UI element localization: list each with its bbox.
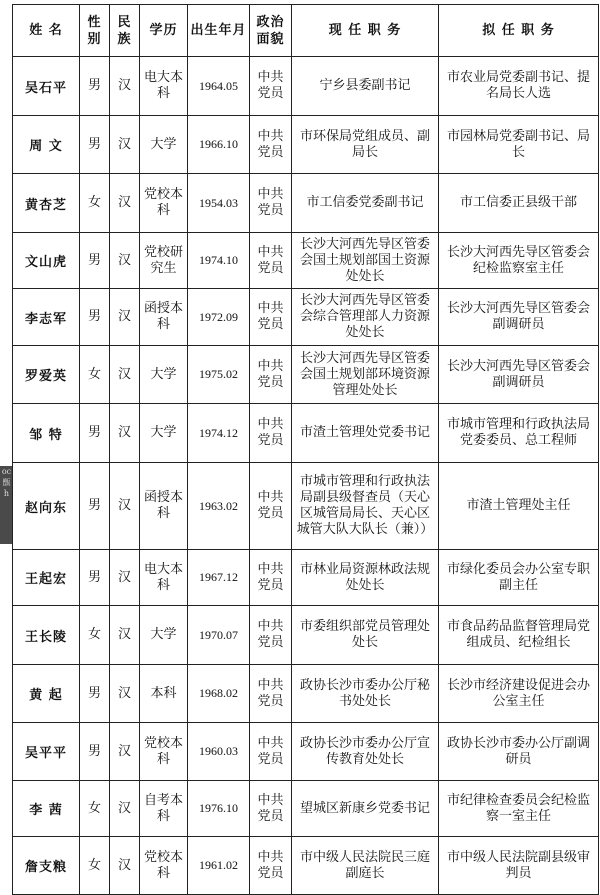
header-proposed-position: 拟 任 职 务 <box>439 5 599 57</box>
table-row <box>13 837 599 895</box>
cell-party: 中共党员 <box>250 289 292 346</box>
cell-gender: 女 <box>80 606 110 665</box>
cell-proposed-position: 市园林局党委副书记、局长 <box>439 116 599 174</box>
cadre-roster-table <box>12 4 599 895</box>
cell-ethnicity: 汉 <box>110 723 140 781</box>
cell-name: 罗爱英 <box>13 346 80 404</box>
side-stamp-text-2: 甑 <box>2 478 11 487</box>
cell-gender: 女 <box>80 174 110 233</box>
cell-party: 中共党员 <box>250 463 292 550</box>
cell-birth: 1961.02 <box>188 837 250 895</box>
cell-gender: 男 <box>80 550 110 606</box>
cell-gender: 男 <box>80 463 110 550</box>
cell-name: 詹支粮 <box>13 837 80 895</box>
cell-current-position: 长沙大河西先导区管委会国土规划部环境资源管理处处长 <box>292 346 439 404</box>
cell-current-position: 长沙大河西先导区管委会国土规划部国土资源处处长 <box>292 233 439 289</box>
cell-education: 党校研究生 <box>140 233 188 289</box>
cell-party: 中共党员 <box>250 116 292 174</box>
cell-party: 中共党员 <box>250 837 292 895</box>
header-ethnicity: 民族 <box>110 5 140 57</box>
cell-current-position: 市城市管理和行政执法局副县级督查员（天心区城管局局长、天心区城管大队大队长（兼）） <box>292 463 439 550</box>
table-row <box>13 463 599 550</box>
cell-education: 函授本科 <box>140 289 188 346</box>
cell-education: 自考本科 <box>140 781 188 837</box>
cell-current-position: 市林业局资源林政法规处处长 <box>292 550 439 606</box>
table-row <box>13 116 599 174</box>
cell-birth: 1976.10 <box>188 781 250 837</box>
cell-ethnicity: 汉 <box>110 174 140 233</box>
cell-education: 电大本科 <box>140 57 188 116</box>
cell-ethnicity: 汉 <box>110 116 140 174</box>
table-row <box>13 404 599 463</box>
roster-body <box>13 57 599 895</box>
cell-name: 黄 起 <box>13 665 80 723</box>
cell-gender: 男 <box>80 57 110 116</box>
cell-education: 函授本科 <box>140 463 188 550</box>
cell-education: 大学 <box>140 606 188 665</box>
cell-proposed-position: 市工信委正县级干部 <box>439 174 599 233</box>
cell-education: 党校本科 <box>140 174 188 233</box>
cell-gender: 男 <box>80 665 110 723</box>
cell-proposed-position: 长沙大河西先导区管委会副调研员 <box>439 289 599 346</box>
cell-party: 中共党员 <box>250 404 292 463</box>
table-row <box>13 174 599 233</box>
cell-birth: 1974.10 <box>188 233 250 289</box>
cell-education: 大学 <box>140 116 188 174</box>
header-row <box>13 5 599 57</box>
cell-ethnicity: 汉 <box>110 57 140 116</box>
table-row <box>13 550 599 606</box>
cell-ethnicity: 汉 <box>110 463 140 550</box>
cell-current-position: 市工信委党委副书记 <box>292 174 439 233</box>
side-stamp-text-3: h <box>3 489 10 498</box>
cell-current-position: 市环保局党组成员、副局长 <box>292 116 439 174</box>
cell-party: 中共党员 <box>250 57 292 116</box>
header-birth: 出生年月 <box>188 5 250 57</box>
table-row <box>13 723 599 781</box>
cell-ethnicity: 汉 <box>110 233 140 289</box>
cell-proposed-position: 政协长沙市委办公厅副调研员 <box>439 723 599 781</box>
cell-party: 中共党员 <box>250 781 292 837</box>
cell-ethnicity: 汉 <box>110 837 140 895</box>
table-row <box>13 781 599 837</box>
cell-ethnicity: 汉 <box>110 404 140 463</box>
cell-ethnicity: 汉 <box>110 550 140 606</box>
cell-education: 党校本科 <box>140 837 188 895</box>
cell-ethnicity: 汉 <box>110 289 140 346</box>
table-row <box>13 346 599 404</box>
cell-education: 本科 <box>140 665 188 723</box>
cell-name: 吴石平 <box>13 57 80 116</box>
cell-gender: 男 <box>80 233 110 289</box>
cell-current-position: 政协长沙市委办公厅宣传教育处处长 <box>292 723 439 781</box>
cell-gender: 男 <box>80 723 110 781</box>
cell-proposed-position: 市渣土管理处主任 <box>439 463 599 550</box>
cell-birth: 1954.03 <box>188 174 250 233</box>
cell-name: 邹 特 <box>13 404 80 463</box>
cell-proposed-position: 市食品药品监督管理局党组成员、纪检组长 <box>439 606 599 665</box>
cell-proposed-position: 市纪律检查委员会纪检监察一室主任 <box>439 781 599 837</box>
cell-proposed-position: 长沙大河西先导区管委会副调研员 <box>439 346 599 404</box>
cell-name: 赵向东 <box>13 463 80 550</box>
cell-current-position: 政协长沙市委办公厅秘书处处长 <box>292 665 439 723</box>
cell-education: 大学 <box>140 404 188 463</box>
table-row <box>13 606 599 665</box>
cell-current-position: 宁乡县委副书记 <box>292 57 439 116</box>
cell-party: 中共党员 <box>250 233 292 289</box>
cell-proposed-position: 市中级人民法院副县级审判员 <box>439 837 599 895</box>
cell-education: 大学 <box>140 346 188 404</box>
cell-birth: 1975.02 <box>188 346 250 404</box>
side-stamp-text-1: oc <box>1 467 12 476</box>
cell-gender: 男 <box>80 116 110 174</box>
cell-birth: 1974.12 <box>188 404 250 463</box>
cell-party: 中共党员 <box>250 174 292 233</box>
cell-education: 党校本科 <box>140 723 188 781</box>
header-current-position: 现 任 职 务 <box>292 5 439 57</box>
table-row <box>13 233 599 289</box>
cell-birth: 1968.02 <box>188 665 250 723</box>
cell-gender: 男 <box>80 289 110 346</box>
cell-gender: 女 <box>80 781 110 837</box>
cell-birth: 1967.12 <box>188 550 250 606</box>
cell-name: 黄杏芝 <box>13 174 80 233</box>
cell-proposed-position: 长沙市经济建设促进会办公室主任 <box>439 665 599 723</box>
cell-gender: 女 <box>80 837 110 895</box>
cell-current-position: 长沙大河西先导区管委会综合管理部人力资源处处长 <box>292 289 439 346</box>
cell-birth: 1960.03 <box>188 723 250 781</box>
cell-party: 中共党员 <box>250 665 292 723</box>
cell-current-position: 市中级人民法院民三庭副庭长 <box>292 837 439 895</box>
table-row <box>13 57 599 116</box>
cell-current-position: 望城区新康乡党委书记 <box>292 781 439 837</box>
cell-name: 文山虎 <box>13 233 80 289</box>
cell-proposed-position: 市农业局党委副书记、提名局长人选 <box>439 57 599 116</box>
cell-gender: 男 <box>80 404 110 463</box>
header-education: 学历 <box>140 5 188 57</box>
cell-party: 中共党员 <box>250 606 292 665</box>
cell-ethnicity: 汉 <box>110 606 140 665</box>
table-row <box>13 289 599 346</box>
cell-name: 周 文 <box>13 116 80 174</box>
cell-party: 中共党员 <box>250 346 292 404</box>
cell-name: 王长陵 <box>13 606 80 665</box>
cell-ethnicity: 汉 <box>110 665 140 723</box>
cell-birth: 1970.07 <box>188 606 250 665</box>
cell-gender: 女 <box>80 346 110 404</box>
cell-birth: 1964.05 <box>188 57 250 116</box>
cell-party: 中共党员 <box>250 550 292 606</box>
header-gender: 性别 <box>80 5 110 57</box>
cell-name: 王起宏 <box>13 550 80 606</box>
cell-proposed-position: 市绿化委员会办公室专职副主任 <box>439 550 599 606</box>
cell-birth: 1972.09 <box>188 289 250 346</box>
cell-proposed-position: 长沙大河西先导区管委会纪检监察室主任 <box>439 233 599 289</box>
cell-ethnicity: 汉 <box>110 781 140 837</box>
cell-birth: 1966.10 <box>188 116 250 174</box>
cell-current-position: 市渣土管理处党委书记 <box>292 404 439 463</box>
cell-proposed-position: 市城市管理和行政执法局党委委员、总工程师 <box>439 404 599 463</box>
cell-name: 吴平平 <box>13 723 80 781</box>
cell-birth: 1963.02 <box>188 463 250 550</box>
cell-current-position: 市委组织部党员管理处处长 <box>292 606 439 665</box>
header-name: 姓 名 <box>13 5 80 57</box>
cell-ethnicity: 汉 <box>110 346 140 404</box>
cell-education: 电大本科 <box>140 550 188 606</box>
cell-name: 李志军 <box>13 289 80 346</box>
header-party: 政治面貌 <box>250 5 292 57</box>
cell-name: 李 茜 <box>13 781 80 837</box>
table-row <box>13 665 599 723</box>
cell-party: 中共党员 <box>250 723 292 781</box>
